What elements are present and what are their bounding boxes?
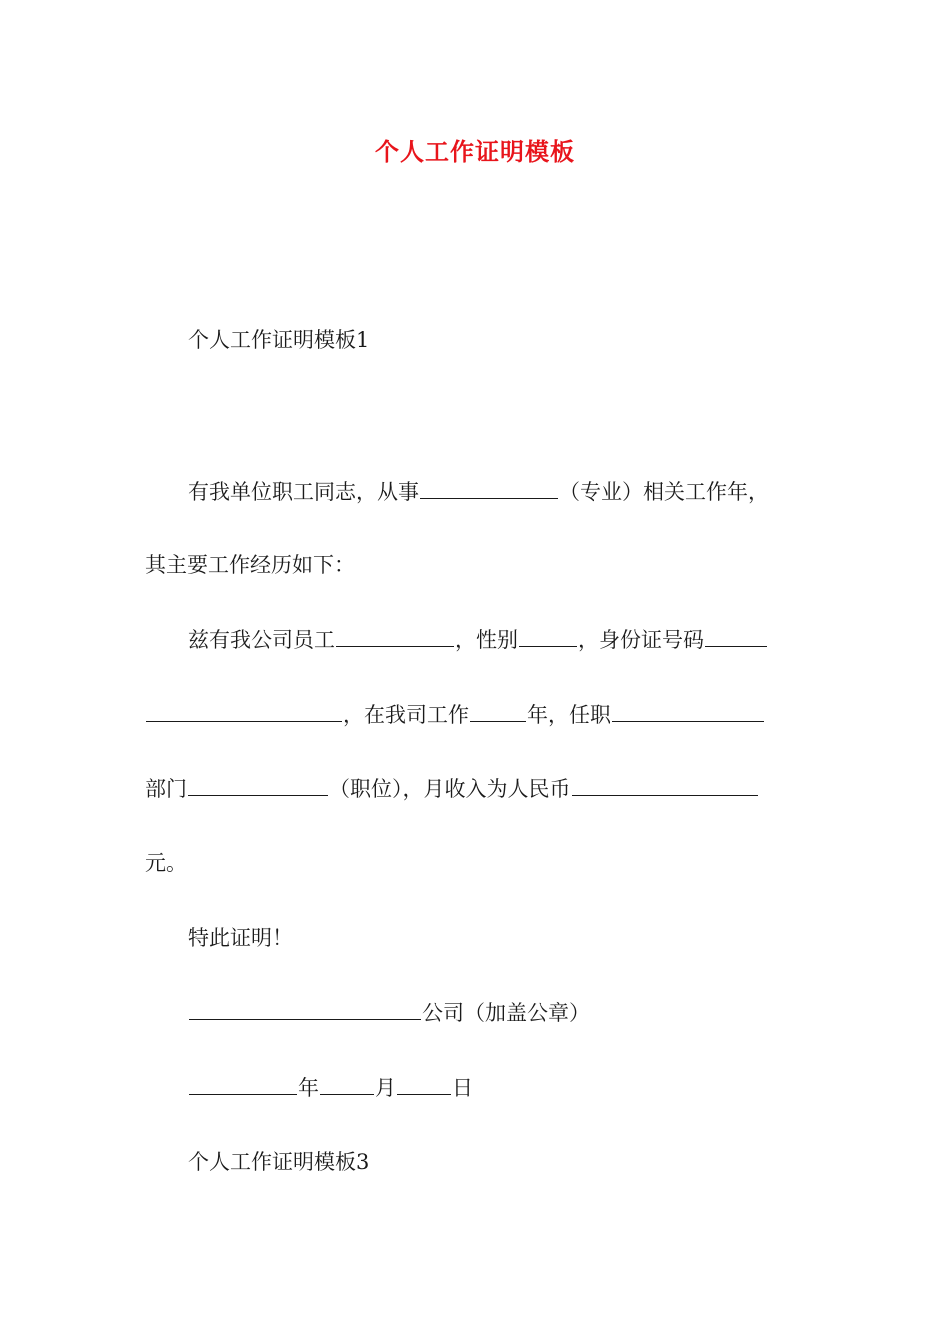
company-name-blank <box>189 997 421 1020</box>
gender-label: ，性别 <box>455 628 518 652</box>
paragraph-2-line-4: 元。 <box>145 851 187 875</box>
id-number-label: ，身份证号码 <box>578 628 704 652</box>
income-blank <box>572 773 758 796</box>
employee-name-blank <box>336 624 454 647</box>
income-label: （职位），月收入为人民币 <box>329 777 571 801</box>
id-number-blank-end <box>146 699 342 722</box>
work-years-label: ，在我司工作 <box>343 703 469 727</box>
month-label: 月 <box>375 1076 396 1100</box>
date-line <box>188 1072 473 1103</box>
year-label: 年 <box>298 1076 319 1100</box>
id-number-blank-start <box>705 624 767 647</box>
position-label: 年，任职 <box>527 703 611 727</box>
certify-statement: 特此证明！ <box>188 926 293 950</box>
paragraph-1-text-b: （专业）相关工作年， <box>559 480 769 504</box>
job-title-blank <box>188 773 328 796</box>
year-blank <box>189 1072 297 1095</box>
document-title: 个人工作证明模板 <box>375 137 575 166</box>
section-heading-3: 个人工作证明模板3 <box>188 1150 370 1174</box>
profession-blank <box>420 476 558 499</box>
paragraph-2-line-1 <box>188 624 768 655</box>
department-blank <box>612 699 764 722</box>
paragraph-2-line-2 <box>145 699 765 730</box>
day-blank <box>397 1072 451 1095</box>
paragraph-1-line-1 <box>188 476 769 507</box>
section-heading-1: 个人工作证明模板1 <box>188 328 370 352</box>
day-label: 日 <box>452 1076 473 1100</box>
paragraph-2-line-3 <box>145 773 759 804</box>
department-label: 部门 <box>145 777 187 801</box>
employee-label: 兹有我公司员工 <box>188 628 335 652</box>
gender-blank <box>519 624 577 647</box>
work-years-blank <box>470 699 526 722</box>
month-blank <box>320 1072 374 1095</box>
paragraph-1-text-a: 有我单位职工同志，从事 <box>188 480 419 504</box>
paragraph-1-line-2: 其主要工作经历如下： <box>145 553 355 577</box>
company-seal-label: 公司（加盖公章） <box>422 1001 590 1025</box>
company-seal-line <box>188 997 590 1028</box>
